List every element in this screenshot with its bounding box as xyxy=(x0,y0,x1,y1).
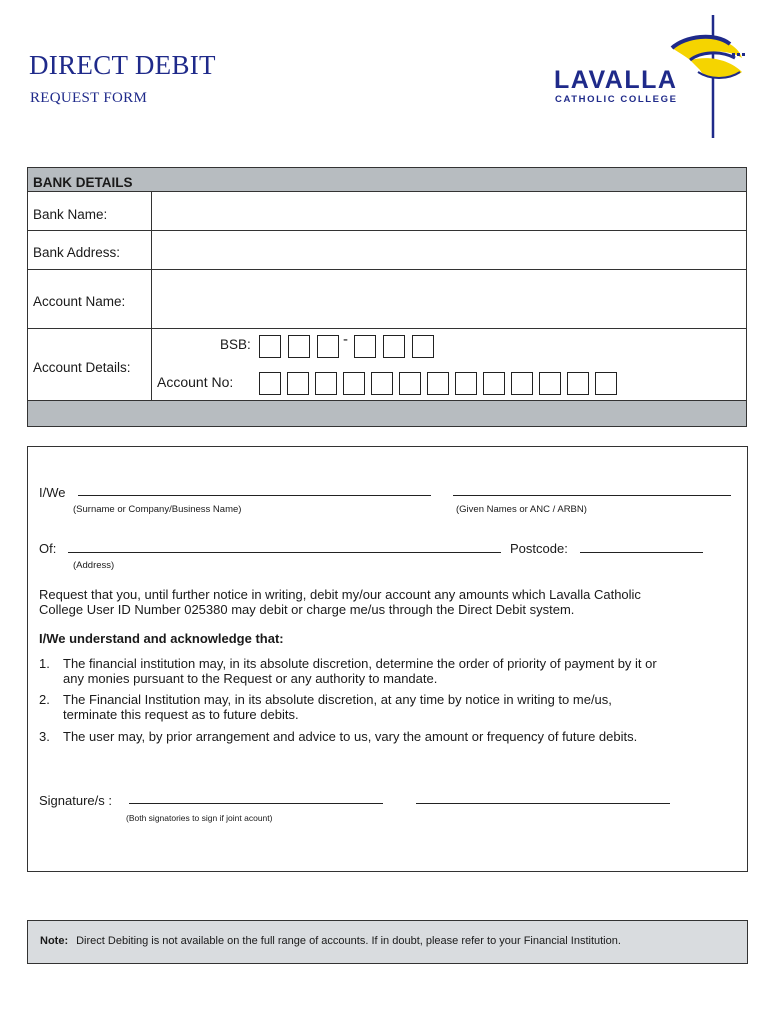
authorisation-section xyxy=(27,446,748,872)
bank-name-field[interactable] xyxy=(153,193,746,229)
list-item-number: 3. xyxy=(39,729,50,744)
iwe-label: I/We xyxy=(39,485,66,500)
bank-address-field[interactable] xyxy=(153,232,746,268)
account-name-label: Account Name: xyxy=(33,294,126,309)
row-divider xyxy=(28,230,746,231)
row-divider xyxy=(28,269,746,270)
bsb-digit-box[interactable] xyxy=(383,335,405,358)
account-no-label: Account No: xyxy=(157,374,234,390)
account-digit-box[interactable] xyxy=(511,372,533,395)
note-label: Note: xyxy=(40,935,69,947)
logo-subtext: CATHOLIC COLLEGE xyxy=(555,94,678,105)
list-item-number: 2. xyxy=(39,692,50,707)
bsb-digit-box[interactable] xyxy=(354,335,376,358)
account-digit-box[interactable] xyxy=(343,372,365,395)
account-digit-box[interactable] xyxy=(455,372,477,395)
bank-details-table xyxy=(27,167,747,427)
account-digit-box[interactable] xyxy=(595,372,617,395)
account-digit-box[interactable] xyxy=(371,372,393,395)
acknowledge-heading: I/We understand and acknowledge that: xyxy=(39,631,284,646)
page-subtitle: REQUEST FORM xyxy=(30,90,148,106)
account-digit-box[interactable] xyxy=(567,372,589,395)
bsb-digit-box[interactable] xyxy=(259,335,281,358)
address-caption: (Address) xyxy=(73,560,115,571)
bsb-digit-box[interactable] xyxy=(288,335,310,358)
address-input-line[interactable] xyxy=(68,552,501,553)
row-divider xyxy=(28,328,746,329)
logo-wordmark: LAVALLA xyxy=(554,66,678,94)
list-item-text: The financial institution may, in its absolute discretion, determine the order of priority of payment by it or xyxy=(63,656,657,671)
note-box xyxy=(27,920,748,964)
account-digit-box[interactable] xyxy=(287,372,309,395)
bank-details-heading: BANK DETAILS xyxy=(28,168,746,192)
college-logo xyxy=(550,10,750,140)
signature-line-1[interactable] xyxy=(129,803,383,804)
bsb-digit-box[interactable] xyxy=(412,335,434,358)
signature-label: Signature/s : xyxy=(39,793,112,808)
given-names-caption: (Given Names or ANC / ARBN) xyxy=(456,504,587,515)
account-digit-box[interactable] xyxy=(315,372,337,395)
bank-name-label: Bank Name: xyxy=(33,207,108,222)
account-digit-box[interactable] xyxy=(259,372,281,395)
of-label: Of: xyxy=(39,541,57,556)
account-digit-box[interactable] xyxy=(539,372,561,395)
account-details-label: Account Details: xyxy=(33,360,131,375)
request-text-line: College User ID Number 025380 may debit or charge me/us through the Direct Debit system. xyxy=(39,602,575,617)
bsb-label: BSB: xyxy=(220,337,251,352)
page-title: DIRECT DEBIT xyxy=(29,50,216,80)
bsb-separator: - xyxy=(343,331,348,348)
bank-details-footer-bar xyxy=(28,400,746,426)
list-item-text: any monies pursuant to the Request or any authority to mandate. xyxy=(63,671,438,686)
bsb-digit-box[interactable] xyxy=(317,335,339,358)
request-text-line: Request that you, until further notice in writing, debit my/our account any amounts which Lavalla Catholic xyxy=(39,587,641,602)
postcode-label: Postcode: xyxy=(510,541,568,556)
account-digit-box[interactable] xyxy=(427,372,449,395)
list-item-text: The Financial Institution may, in its absolute discretion, at any time by notice in writing to me/us, xyxy=(63,692,612,707)
bank-address-label: Bank Address: xyxy=(33,245,121,260)
table-column-divider xyxy=(151,192,152,402)
account-name-field[interactable] xyxy=(153,271,746,327)
signature-caption: (Both signatories to sign if joint acount) xyxy=(126,813,273,823)
postcode-input-line[interactable] xyxy=(580,552,703,553)
signature-line-2[interactable] xyxy=(416,803,670,804)
account-digit-box[interactable] xyxy=(483,372,505,395)
list-item-text: The user may, by prior arrangement and advice to us, vary the amount or frequency of future debits. xyxy=(63,729,638,744)
given-names-input-line[interactable] xyxy=(453,495,731,496)
account-digit-box[interactable] xyxy=(399,372,421,395)
list-item-number: 1. xyxy=(39,656,50,671)
surname-input-line[interactable] xyxy=(78,495,431,496)
surname-caption: (Surname or Company/Business Name) xyxy=(73,504,242,515)
list-item-text: terminate this request as to future debits. xyxy=(63,707,299,722)
note-text: Direct Debiting is not available on the full range of accounts. If in doubt, please refer to your Financial Institution. xyxy=(76,935,621,947)
